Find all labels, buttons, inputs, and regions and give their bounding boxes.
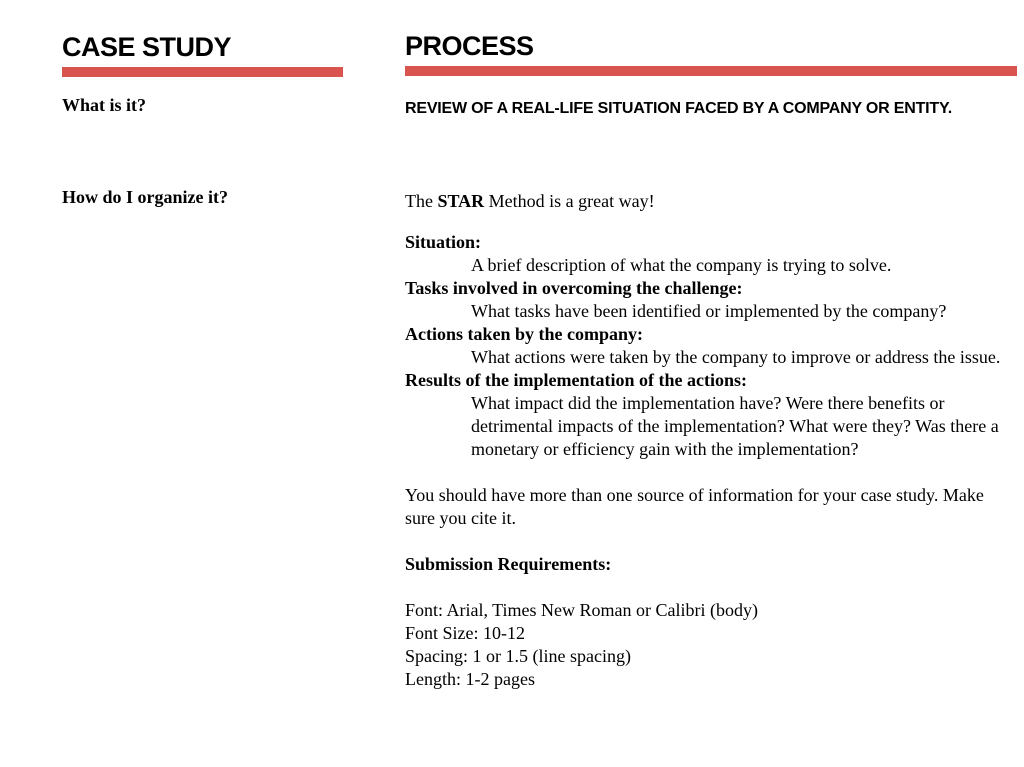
requirement-font-size: Font Size: 10-12 [405, 623, 525, 643]
star-intro-acronym: STAR [437, 191, 485, 211]
star-term: Tasks involved in overcoming the challenge: [405, 278, 743, 298]
star-item-situation [405, 231, 1017, 277]
case-study-definition: REVIEW OF A REAL-LIFE SITUATION FACED BY A COMPANY OR ENTITY. [405, 100, 952, 117]
process-body [405, 190, 1017, 691]
star-item-tasks [405, 277, 1017, 323]
star-intro-pre: The [405, 191, 433, 211]
sources-note: You should have more than one source of information for your case study. Make sure you cite it. [405, 485, 984, 528]
star-description: What impact did the implementation have? Were there benefits or detrimental impacts of the implementation? What were they? Was there a monetary or efficiency gain with the implementation? [471, 393, 999, 459]
requirements-list [405, 599, 1017, 691]
star-description: What tasks have been identified or implemented by the company? [471, 301, 947, 321]
requirement-length: Length: 1-2 pages [405, 669, 535, 689]
process-heading: PROCESS [405, 31, 534, 61]
star-description: What actions were taken by the company to improve or address the issue. [471, 347, 1001, 367]
requirement-font: Font: Arial, Times New Roman or Calibri (body) [405, 600, 758, 620]
star-item-results [405, 369, 1017, 461]
submission-requirements-title: Submission Requirements: [405, 554, 612, 574]
case-study-heading: CASE STUDY [62, 32, 232, 62]
star-item-actions [405, 323, 1017, 369]
process-accent-rule [405, 66, 1017, 76]
star-term: Situation: [405, 232, 482, 252]
star-intro-post: Method is a great way! [488, 191, 655, 211]
how-organize-label: How do I organize it? [62, 187, 228, 207]
star-intro [405, 190, 1017, 213]
star-term: Actions taken by the company: [405, 324, 644, 344]
case-study-accent-rule [62, 67, 343, 77]
star-method-list [405, 231, 1017, 461]
requirement-spacing: Spacing: 1 or 1.5 (line spacing) [405, 646, 631, 666]
star-description: A brief description of what the company is trying to solve. [471, 255, 892, 275]
star-term: Results of the implementation of the actions: [405, 370, 747, 390]
what-is-it-label: What is it? [62, 95, 147, 115]
